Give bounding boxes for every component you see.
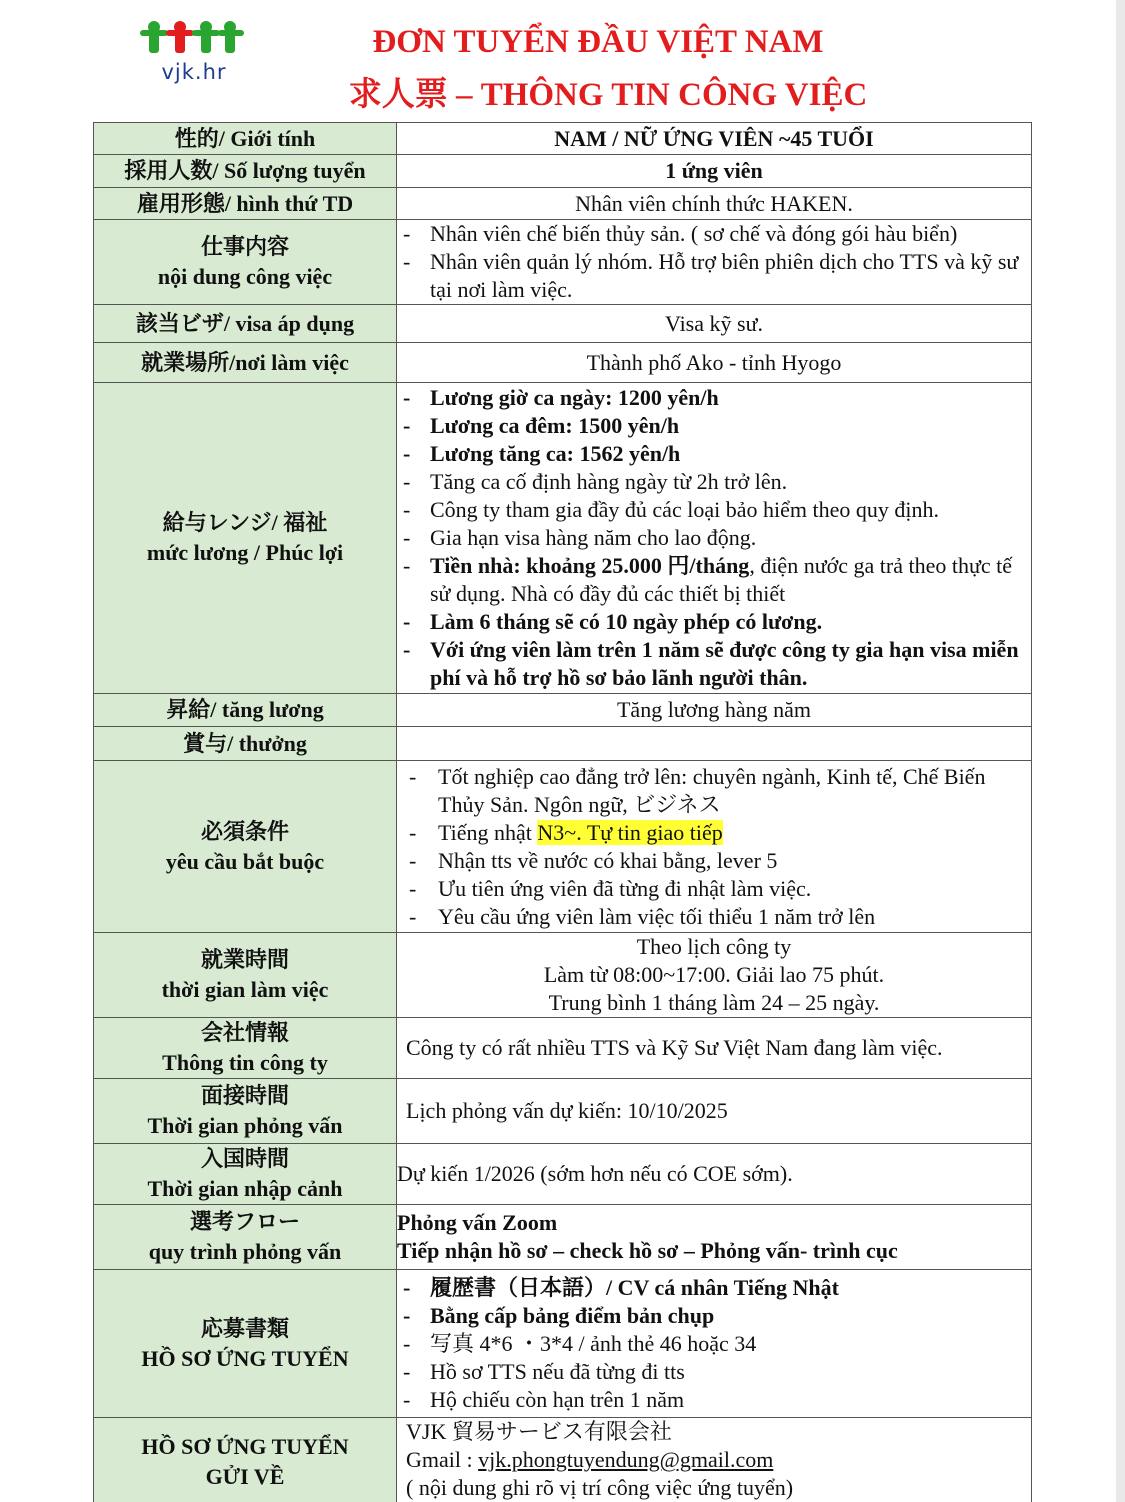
row-working-hours	[94, 933, 1032, 1018]
value-raise: Tăng lương hàng năm	[397, 694, 1032, 727]
document-subtitle: 求人票 – THÔNG TIN CÔNG VIỆC	[348, 77, 868, 113]
row-visa	[94, 305, 1032, 343]
list-item: - Tốt nghiệp cao đẳng trở lên: chuyên ngành, Kinh tế, Chế Biến Thủy Sản. Ngôn ngữ, ビジネス	[397, 763, 1031, 819]
row-interview-time	[94, 1079, 1032, 1144]
label-send-to: HỒ SƠ ỨNG TUYỂN GỬI VỀ	[94, 1418, 397, 1502]
row-entry-time	[94, 1144, 1032, 1205]
list-item: - Yêu cầu ứng viên làm việc tối thiểu 1 năm trở lên	[397, 903, 1031, 931]
label-salary: 給与レンジ/ 福祉 mức lương / Phúc lợi	[94, 383, 397, 694]
label-working-hours: 就業時間 thời gian làm việc	[94, 933, 397, 1018]
document-title: ĐƠN TUYỂN ĐẦU VIỆT NAM	[372, 24, 824, 60]
label-count: 採用人数/ Số lượng tuyển	[94, 155, 397, 188]
list-item: - Lương giờ ca ngày: 1200 yên/h	[397, 384, 1031, 412]
job-info-table	[93, 122, 1032, 1502]
list-item: - Công ty tham gia đầy đủ các loại bảo hiểm theo quy định.	[397, 496, 1031, 524]
list-item: - Bằng cấp bảng điểm bản chụp	[397, 1302, 1031, 1330]
label-company-info: 会社情報 Thông tin công ty	[94, 1018, 397, 1079]
label-employment-type: 雇用形態/ hình thứ TD	[94, 188, 397, 220]
list-item: - Tăng ca cố định hàng ngày từ 2h trở lên.	[397, 468, 1031, 496]
gmail-label: Gmail :	[406, 1447, 479, 1472]
value-interview-time: Lịch phỏng vấn dự kiến: 10/10/2025	[397, 1079, 1032, 1144]
list-item: - Nhân viên quản lý nhóm. Hỗ trợ biên phiên dịch cho TTS và kỹ sư tại nơi làm việc.	[397, 248, 1031, 304]
row-requirements	[94, 761, 1032, 933]
row-application-documents	[94, 1270, 1032, 1418]
value-application-documents	[397, 1270, 1032, 1418]
list-item: - 履歴書（日本語）/ CV cá nhân Tiếng Nhật	[397, 1274, 1031, 1302]
label-raise: 昇給/ tăng lương	[94, 694, 397, 727]
list-item: - Hộ chiếu còn hạn trên 1 năm	[397, 1386, 1031, 1414]
value-job-content	[397, 220, 1032, 305]
label-visa: 該当ビザ/ visa áp dụng	[94, 305, 397, 343]
value-count: 1 ứng viên	[397, 155, 1032, 188]
list-item: - Với ứng viên làm trên 1 năm sẽ được công ty gia hạn visa miễn phí và hỗ trợ hồ sơ bảo lãnh người thân.	[397, 636, 1031, 692]
value-entry-time: Dự kiến 1/2026 (sớm hơn nếu có COE sớm).	[397, 1144, 1032, 1205]
list-item: - Ưu tiên ứng viên đã từng đi nhật làm việc.	[397, 875, 1031, 903]
highlighted-text: N3~. Tự tin giao tiếp	[537, 819, 723, 845]
value-selection-process: Phỏng vấn Zoom Tiếp nhận hồ sơ – check hồ sơ – Phỏng vấn- trình cục	[397, 1205, 1032, 1270]
row-gender	[94, 123, 1032, 155]
row-employment-type	[94, 188, 1032, 220]
label-requirements: 必須条件 yêu cầu bắt buộc	[94, 761, 397, 933]
row-count	[94, 155, 1032, 188]
value-bonus	[397, 727, 1032, 761]
row-company-info	[94, 1018, 1032, 1079]
label-selection-process: 選考フロー quy trình phỏng vấn	[94, 1205, 397, 1270]
row-send-to	[94, 1418, 1032, 1502]
value-gender: NAM / NỮ ỨNG VIÊN ~45 TUỔI	[397, 123, 1032, 155]
send-note: ( nội dung ghi rõ vị trí công việc ứng tuyển)	[406, 1475, 794, 1500]
label-bonus: 賞与/ thưởng	[94, 727, 397, 761]
gmail-link[interactable]: vjk.phongtuyendung@gmail.com	[478, 1447, 774, 1472]
label-job-content: 仕事内容 nội dung công việc	[94, 220, 397, 305]
list-item: - Nhân viên chế biến thủy sản. ( sơ chế và đóng gói hàu biển)	[397, 220, 1031, 248]
list-item: - Gia hạn visa hàng năm cho lao động.	[397, 524, 1031, 552]
list-item: - Tiếng nhật N3~. Tự tin giao tiếp	[397, 819, 1031, 847]
list-item: - Lương tăng ca: 1562 yên/h	[397, 440, 1031, 468]
row-selection-process	[94, 1205, 1032, 1270]
value-requirements	[397, 761, 1032, 933]
company-name: VJK 貿易サービス有限会社	[406, 1419, 672, 1444]
logo-text: vjk.hr	[161, 60, 227, 84]
row-salary	[94, 383, 1032, 694]
vjk-people-logo-icon	[140, 18, 244, 98]
list-item: - Làm 6 tháng sẽ có 10 ngày phép có lương.	[397, 608, 1031, 636]
value-send-to	[397, 1418, 1032, 1502]
list-item: - Lương ca đêm: 1500 yên/h	[397, 412, 1031, 440]
value-working-hours: Theo lịch công ty Làm từ 08:00~17:00. Giải lao 75 phút. Trung bình 1 tháng làm 24 – 25 ngày.	[397, 933, 1032, 1018]
row-job-content	[94, 220, 1032, 305]
list-item: - Hồ sơ TTS nếu đã từng đi tts	[397, 1358, 1031, 1386]
label-entry-time: 入国時間 Thời gian nhập cảnh	[94, 1144, 397, 1205]
label-interview-time: 面接時間 Thời gian phỏng vấn	[94, 1079, 397, 1144]
label-application-documents: 応募書類 HỒ SƠ ỨNG TUYỂN	[94, 1270, 397, 1418]
list-item: - Nhận tts về nước có khai bằng, lever 5	[397, 847, 1031, 875]
list-item: - 写真 4*6 ・3*4 / ảnh thẻ 46 hoặc 34	[397, 1330, 1031, 1358]
value-employment-type: Nhân viên chính thức HAKEN.	[397, 188, 1032, 220]
row-workplace	[94, 343, 1032, 383]
row-raise	[94, 694, 1032, 727]
value-salary	[397, 383, 1032, 694]
value-workplace: Thành phố Ako - tỉnh Hyogo	[397, 343, 1032, 383]
row-bonus	[94, 727, 1032, 761]
value-visa: Visa kỹ sư.	[397, 305, 1032, 343]
label-gender: 性的/ Giới tính	[94, 123, 397, 155]
list-item: - Tiền nhà: khoảng 25.000 円/tháng, điện nước ga trả theo thực tế sử dụng. Nhà có đầy đủ các thiết bị thiết	[397, 552, 1031, 608]
value-company-info: Công ty có rất nhiều TTS và Kỹ Sư Việt Nam đang làm việc.	[397, 1018, 1032, 1079]
label-workplace: 就業場所/nơi làm việc	[94, 343, 397, 383]
